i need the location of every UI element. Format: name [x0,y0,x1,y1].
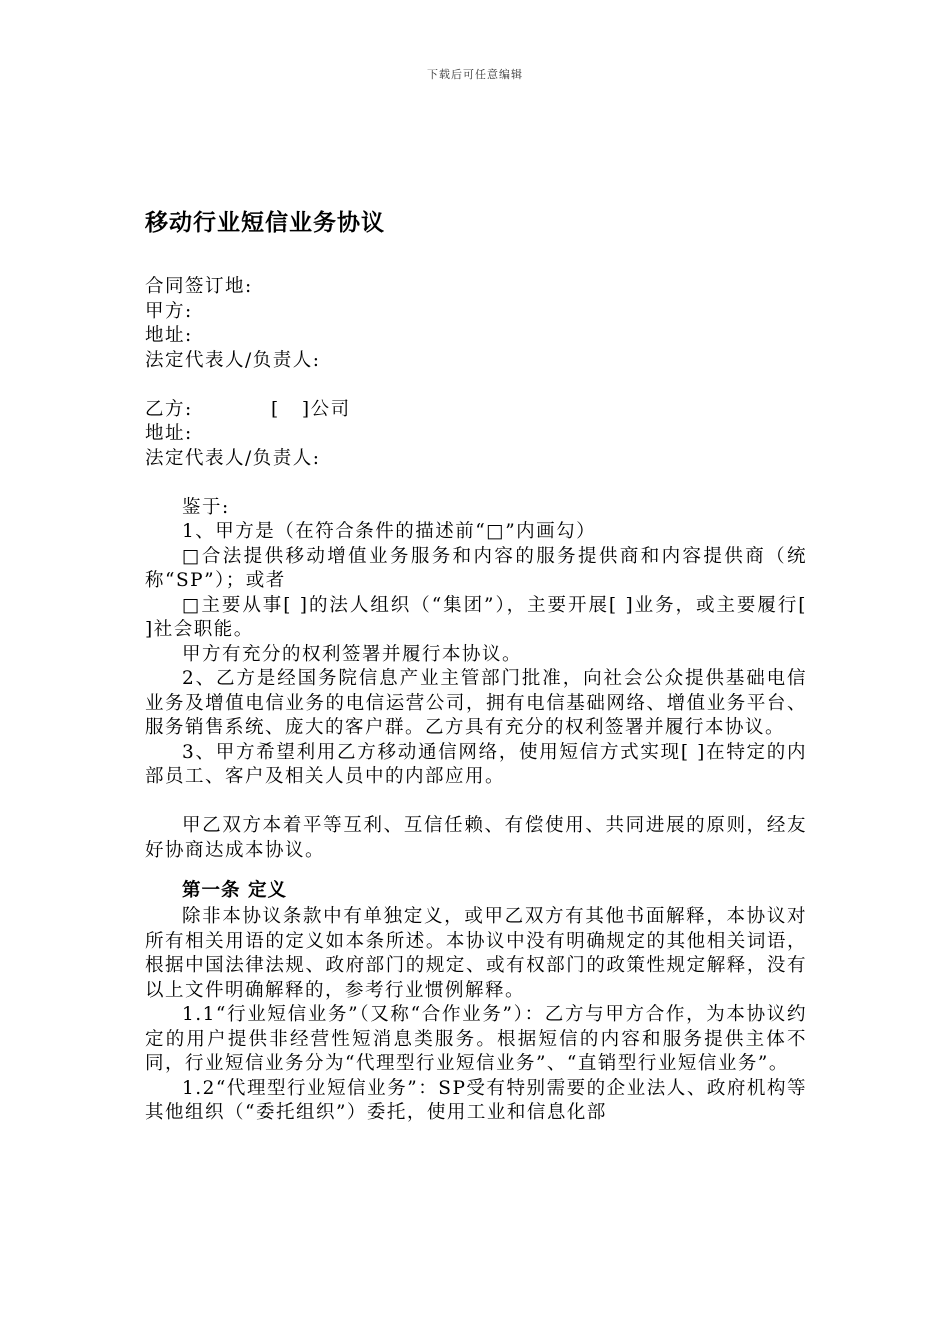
party-b-value: [ ]公司 [271,398,351,420]
recital-1-conclusion: 甲方有充分的权利签署并履行本协议。 [182,643,523,665]
recital-1-option-group: □主要从事[ ]的法人组织（“集团”），主要开展[ ]业务，或主要履行[ ]社会职能。 [145,594,807,640]
party-b-label: 乙方: [145,398,193,420]
party-b-row [145,398,807,423]
party-a-rep-label: 法定代表人/负责人: [145,349,321,371]
article-1-heading: 第一条 定义 [182,880,287,901]
definition-1-1: 1.1“行业短信业务”（又称“合作业务”）：乙方与甲方合作，为本协议约定的用户提供非经营性短消息类服务。根据短信的内容和服务提供主体不同，行业短信业务分为“代理型行业短信业务”、“直销型行业短信业务”。 [145,1004,807,1074]
signing-place-label: 合同签订地: [145,276,253,297]
article-1-intro: 除非本协议条款中有单独定义，或甲乙双方有其他书面解释，本协议对所有相关用语的定义如本条所述。本协议中没有明确规定的其他相关词语，根据中国法律法规、政府部门的规定、或有权部门的政策性规定解释，没有以上文件明确解释的，参考行业惯例解释。 [145,906,807,1001]
party-b-rep-label: 法定代表人/负责人: [145,447,321,469]
document-title: 移动行业短信业务协议 [145,210,385,236]
party-a-address-label: 地址: [145,325,193,346]
recitals-block [145,496,807,864]
recital-2: 2、乙方是经国务院信息产业主管部门批准，向社会公众提供基础电信业务及增值电信业务的电信运营公司，拥有电信基础网络、增值业务平台、服务销售系统、庞大的客户群。乙方具有充分的权利签署并履行本协议。 [145,668,807,738]
party-a-block [145,275,807,373]
recital-3: 3、甲方希望利用乙方移动通信网络，使用短信方式实现[ ]在特定的内部员工、客户及相关人员中的内部应用。 [145,741,807,787]
article-1-body [145,905,807,1126]
document-body [145,205,807,1126]
recital-1: 1、甲方是（在符合条件的描述前“□”内画勾） [182,521,597,542]
recital-1-option-sp: □合法提供移动增值业务服务和内容的服务提供商和内容提供商（统称“SP”）；或者 [145,545,807,591]
spacer [145,373,807,398]
party-b-address-label: 地址: [145,423,193,444]
party-a-label: 甲方: [145,300,193,322]
definition-1-2: 1.2“代理型行业短信业务”：SP受有特别需要的企业法人、政府机构等其他组织（“委托组织”）委托，使用工业和信息化部 [145,1077,807,1123]
watermark-text: 下载后可任意编辑 [427,68,523,81]
spacer [145,471,807,496]
principle-paragraph: 甲乙双方本着平等互利、互信任赖、有偿使用、共同进展的原则，经友好协商达成本协议。 [145,815,807,861]
party-b-block [145,398,807,472]
recital-whereas: 鉴于: [182,496,230,518]
